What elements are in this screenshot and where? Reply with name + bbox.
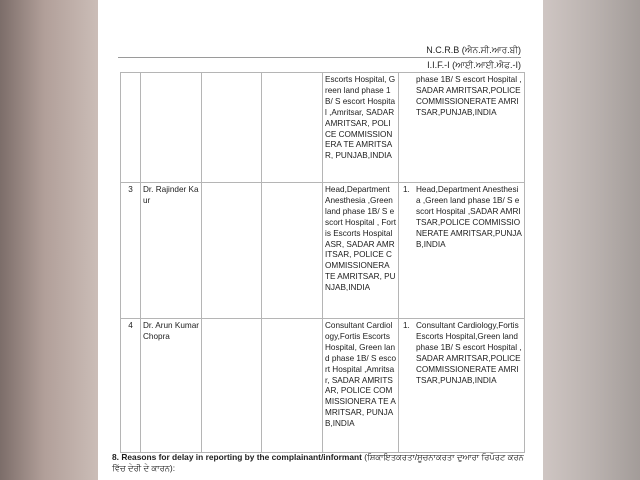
name-cell: Dr. Rajinder Kaur [141,183,202,319]
address-number: 1. [403,185,410,194]
address-cell [399,319,525,453]
section-label-english: Reasons for delay in reporting by the complainant/informant [121,452,362,462]
empty-cell [202,73,262,183]
delay-reason-section [112,452,532,474]
empty-cell [262,183,323,319]
address-number: 1. [403,321,410,330]
name-cell: Dr. Arun Kumar Chopra [141,319,202,453]
background-right [542,0,640,480]
designation-cell: Head,Department Anesthesia ,Green land phase 1B/ S escort Hospital , Fortis Escorts Hospital ASR, SADAR AMRITSAR, POLICE COMMISSIONERA TE AMRITSAR, PUNJAB,INDIA [323,183,399,319]
table-row [121,319,525,453]
section-label-punjabi: (ਸ਼ਿਕਾਇਤਕਰਤਾ/ਸੂਚਨਾਕਰਤਾ ਦੁਆਰਾ ਰਿਪੋਰਟ ਕਰਨ ਵਿੱਚ ਦੇਰੀ ਦੇ ਕਾਰਨ): [112,452,524,473]
address-text: Head,Department Anesthesia ,Green land phase 1B/ S escort Hospital ,SADAR AMRITSAR,POLICE COMMISSIONERATE AMRITSAR,PUNJAB,INDIA [416,185,522,249]
document-page [98,0,543,480]
serial-number-cell [121,73,141,183]
iif-header: I.I.F.-I (ਆਈ.ਆਈ.ਐਫ.-I) [427,60,521,70]
ncrb-header: N.C.R.B (ਐਨ.ਸੀ.ਆਰ.ਬੀ) [426,45,521,55]
header-divider [118,57,521,58]
address-text: Consultant Cardiology,Fortis Escorts Hospital,Green land phase 1B/ S escort Hospital , SADAR AMRITSAR,POLICE COMMISSIONERATE AMRITSAR,PUNJAB,INDIA [416,321,522,385]
accused-details-table [120,72,525,453]
serial-number-cell: 4 [121,319,141,453]
empty-cell [262,73,323,183]
table-row [121,73,525,183]
table-row [121,183,525,319]
section-number: 8. [112,452,119,462]
address-cell [399,183,525,319]
designation-cell: Escorts Hospital, Green land phase 1B/ S escort Hospital ,Amritsar, SADAR AMRITSAR, POLICE COMMISSIONERA TE AMRITSAR, PUNJAB,INDIA [323,73,399,183]
background-left [0,0,98,480]
empty-cell [262,319,323,453]
address-text: phase 1B/ S escort Hospital , SADAR AMRITSAR,POLICE COMMISSIONERATE AMRITSAR,PUNJAB,INDIA [416,75,522,117]
address-number [401,75,416,119]
name-cell [141,73,202,183]
address-cell [399,73,525,183]
empty-cell [202,183,262,319]
serial-number-cell: 3 [121,183,141,319]
empty-cell [202,319,262,453]
designation-cell: Consultant Cardiology,Fortis Escorts Hospital, Green land phase 1B/ S escort Hospital ,Amritsar, SADAR AMRITSAR, POLICE COMMISSIONERA TE AMRITSAR, PUNJAB,INDIA [323,319,399,453]
